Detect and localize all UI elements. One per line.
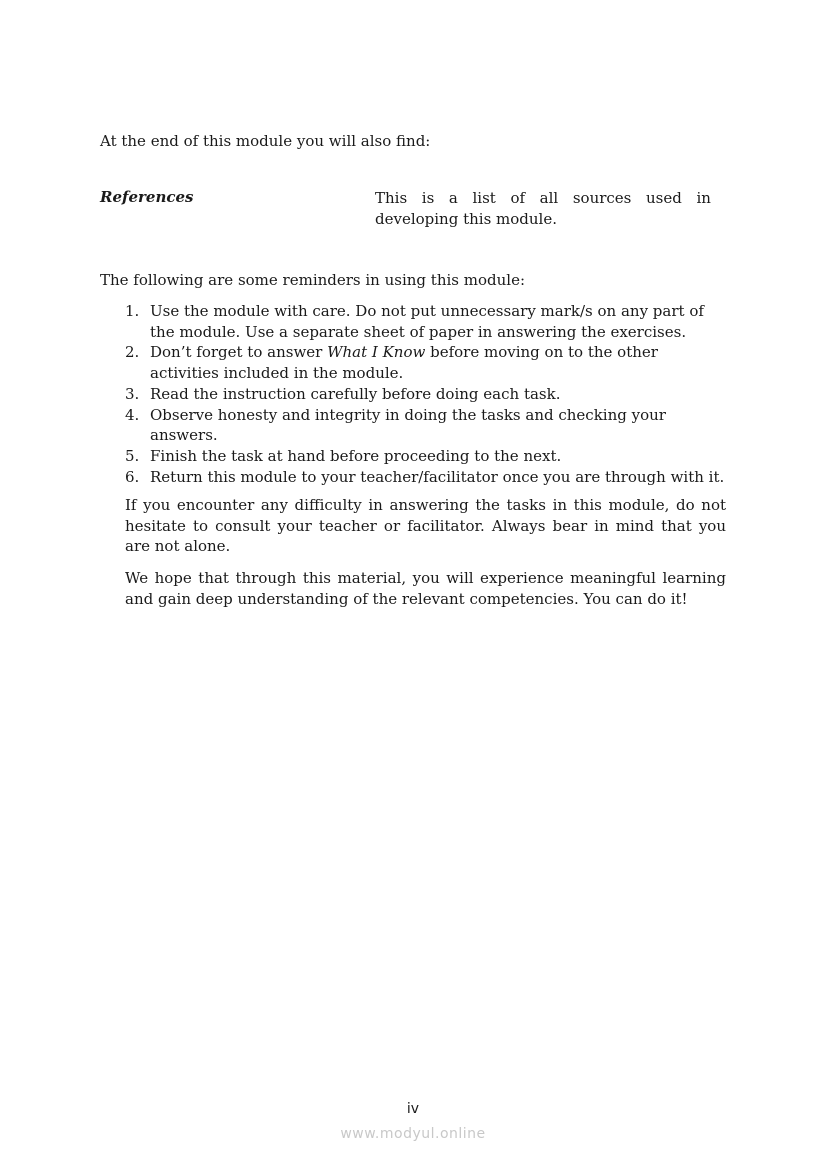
list-text: Use the module with care. Do not put unnecessary mark/s on any part of the module. Use a separate sheet of paper in answering the exercises. bbox=[150, 302, 704, 341]
reminders-list bbox=[125, 301, 725, 487]
references-definition-line1 bbox=[375, 188, 711, 209]
page-number: iv bbox=[406, 1101, 420, 1117]
list-text: Return this module to your teacher/facilitator once you are through with it. bbox=[150, 467, 725, 486]
references-definition-line2: developing this module. bbox=[375, 210, 557, 228]
difficulty-paragraph: If you encounter any difficulty in answering the tasks in this module, do not hesitate to consult your teacher or facilitator. Always bear in mind that you are not alone. bbox=[125, 496, 726, 556]
list-number: 1. bbox=[125, 302, 140, 320]
reminders-heading: The following are some reminders in using this module: bbox=[100, 271, 525, 289]
definition-word: used bbox=[646, 189, 682, 207]
definition-word: This bbox=[375, 189, 408, 207]
list-item bbox=[125, 301, 725, 342]
list-text: Read the instruction carefully before doing each task. bbox=[150, 384, 561, 403]
definition-word: in bbox=[696, 189, 711, 207]
list-item bbox=[125, 342, 725, 383]
definition-word: list bbox=[472, 189, 496, 207]
definition-word: is bbox=[421, 189, 435, 207]
definition-word: of bbox=[510, 189, 526, 207]
references-definition bbox=[375, 188, 711, 230]
list-text: Observe honesty and integrity in doing the tasks and checking your answers. bbox=[150, 405, 666, 445]
definition-word: a bbox=[448, 189, 458, 207]
list-text: Finish the task at hand before proceeding to the next. bbox=[150, 446, 562, 465]
list-text: Don’t forget to answer What I Know before moving on to the other activities included in the module. bbox=[150, 343, 658, 383]
list-number: 6. bbox=[125, 467, 140, 486]
references-term: References bbox=[100, 188, 194, 206]
list-item bbox=[125, 405, 725, 446]
intro-text: At the end of this module you will also find: bbox=[100, 132, 431, 150]
closing-paragraph: We hope that through this material, you will experience meaningful learning and gain deep understanding of the relevant competencies. You can do it! bbox=[125, 569, 726, 608]
list-number: 2. bbox=[125, 343, 140, 362]
definition-word: sources bbox=[572, 189, 632, 207]
list-number: 5. bbox=[125, 446, 140, 465]
list-number: 3. bbox=[125, 384, 140, 403]
watermark-text: www.modyul.online bbox=[340, 1126, 486, 1142]
definition-word: all bbox=[539, 189, 559, 207]
list-item bbox=[125, 467, 725, 488]
list-item bbox=[125, 446, 725, 467]
list-number: 4. bbox=[125, 405, 140, 424]
list-item bbox=[125, 384, 725, 405]
